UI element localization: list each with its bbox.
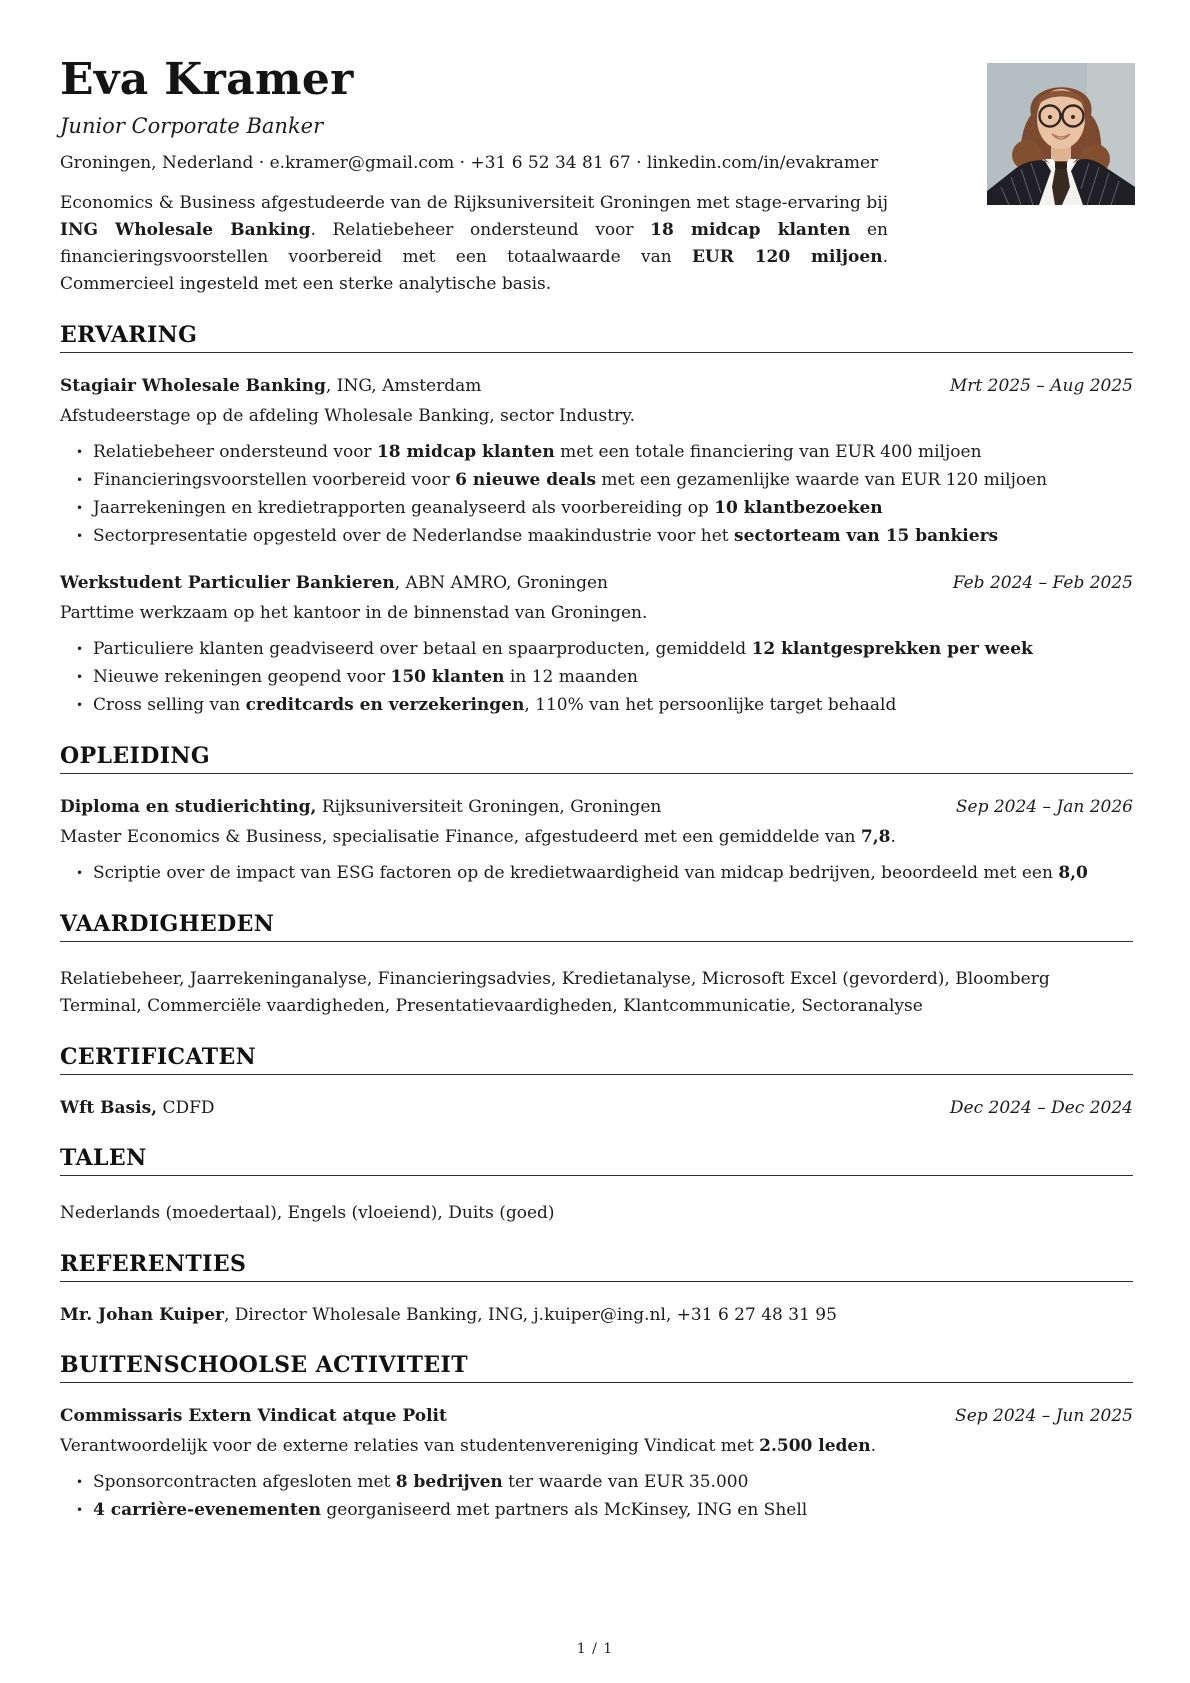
profile-photo [987, 63, 1135, 205]
bullet-text: Relatiebeheer ondersteund voor 18 midcap klanten met een totale financiering van EUR 400 miljoen [93, 441, 982, 462]
experience-entry [60, 570, 1133, 719]
certificate-dates: Dec 2024 – Dec 2024 [949, 1097, 1133, 1118]
education-degree: Diploma en studierichting, [60, 796, 317, 817]
bullet-item [76, 494, 1133, 522]
job-title [60, 570, 608, 596]
cv-header [60, 56, 1133, 298]
education-school: Rijksuniversiteit Groningen, Groningen [316, 796, 662, 817]
reference-line [60, 1302, 1133, 1328]
entry-head [60, 1095, 1133, 1121]
bullet-text: Jaarrekeningen en kredietrapporten geanalyseerd als voorbereiding op 10 klantbezoeken [93, 497, 883, 518]
bullet-text: Scriptie over de impact van ESG factoren op de kredietwaardigheid van midcap bedrijven, beoordeeld met een 8,0 [93, 862, 1088, 883]
bullet-item [76, 438, 1133, 466]
bullet-icon: • [76, 444, 84, 459]
candidate-title: Junior Corporate Banker [60, 113, 324, 138]
bullet-text: Particuliere klanten geadviseerd over betaal en spaarproducten, gemiddeld 12 klantgesprekken per week [93, 638, 1033, 659]
entry-head [60, 1403, 1133, 1429]
bullet-icon: • [76, 500, 84, 515]
job-bullets [60, 438, 1133, 550]
section-heading-buitenschoolse-activiteit: BUITENSCHOOLSE ACTIVITEIT [60, 1352, 1133, 1383]
bullet-item [76, 466, 1133, 494]
bullet-text: Financieringsvoorstellen voorbereid voor 6 nieuwe deals met een gezamenlijke waarde van EUR 120 miljoen [93, 469, 1048, 490]
certificate-entry [60, 1095, 1133, 1121]
bullet-item [76, 1496, 1133, 1524]
education-dates: Sep 2024 – Jan 2026 [955, 796, 1133, 817]
bullet-text: Cross selling van creditcards en verzekeringen, 110% van het persoonlijke target behaald [93, 694, 897, 715]
bullet-item [76, 691, 1133, 719]
education-bullets [60, 859, 1133, 887]
section-heading-certificaten: CERTIFICATEN [60, 1044, 1133, 1075]
activity-title [60, 1403, 447, 1429]
bullet-icon: • [76, 697, 84, 712]
reference-name: Mr. Johan Kuiper [60, 1304, 224, 1325]
skills-list: Relatiebeheer, Jaarrekeninganalyse, Financieringsadvies, Kredietanalyse, Microsoft Excel (gevorderd), Bloomberg Terminal, Commerciële vaardigheden, Presentatievaardigheden, Klantcommunicatie, Sectoranalyse [60, 968, 1050, 1016]
section-referenties [60, 1251, 1133, 1328]
section-vaardigheden [60, 911, 1133, 1020]
job-title-company: , ING, Amsterdam [325, 375, 482, 396]
entry-head [60, 794, 1133, 820]
job-title [60, 373, 481, 399]
bullet-text: Nieuwe rekeningen geopend voor 150 klanten in 12 maanden [93, 666, 638, 687]
bullet-text: 4 carrière-evenementen georganiseerd met partners als McKinsey, ING en Shell [93, 1499, 808, 1520]
reference-entry [60, 1302, 1133, 1328]
bullet-icon: • [76, 865, 84, 880]
job-bullets [60, 635, 1133, 719]
education-entry [60, 794, 1133, 887]
education-title [60, 794, 661, 820]
certificate-name: Wft Basis, [60, 1097, 158, 1118]
section-heading-referenties: REFERENTIES [60, 1251, 1133, 1282]
section-heading-ervaring: ERVARING [60, 322, 1133, 353]
reference-details: , Director Wholesale Banking, ING, j.kuiper@ing.nl, +31 6 27 48 31 95 [223, 1304, 837, 1325]
job-dates: Feb 2024 – Feb 2025 [952, 572, 1133, 593]
job-description: Afstudeerstage op de afdeling Wholesale Banking, sector Industry. [60, 405, 635, 426]
bullet-icon: • [76, 1502, 84, 1517]
section-talen [60, 1145, 1133, 1227]
bullet-item [76, 663, 1133, 691]
entry-head [60, 373, 1133, 399]
job-dates: Mrt 2025 – Aug 2025 [949, 375, 1133, 396]
section-opleiding [60, 743, 1133, 887]
bullet-item [76, 1468, 1133, 1496]
activity-dates: Sep 2024 – Jun 2025 [955, 1405, 1133, 1426]
section-ervaring [60, 322, 1133, 719]
education-description: Master Economics & Business, specialisatie Finance, afgestudeerd met een gemiddelde van 7,8. [60, 826, 896, 847]
bullet-icon: • [76, 1474, 84, 1489]
activity-role: Commissaris Extern Vindicat atque Polit [60, 1405, 447, 1426]
bullet-icon: • [76, 472, 84, 487]
section-heading-opleiding: OPLEIDING [60, 743, 1133, 774]
bullet-text: Sponsorcontracten afgesloten met 8 bedrijven ter waarde van EUR 35.000 [93, 1471, 749, 1492]
certificate-title [60, 1095, 215, 1121]
section-heading-talen: TALEN [60, 1145, 1133, 1176]
job-title-company: , ABN AMRO, Groningen [394, 572, 608, 593]
section-certificaten [60, 1044, 1133, 1121]
languages-list: Nederlands (moedertaal), Engels (vloeiend), Duits (goed) [60, 1202, 555, 1223]
section-heading-vaardigheden: VAARDIGHEDEN [60, 911, 1133, 942]
bullet-icon: • [76, 641, 84, 656]
bullet-icon: • [76, 528, 84, 543]
bullet-icon: • [76, 669, 84, 684]
page-number: 1 / 1 [576, 1641, 614, 1657]
certificate-issuer: CDFD [157, 1097, 215, 1118]
contact-line: Groningen, Nederland · e.kramer@gmail.com · +31 6 52 34 81 67 · linkedin.com/in/evakramer [60, 152, 879, 173]
profile-summary: Economics & Business afgestudeerde van de Rijksuniversiteit Groningen met stage-ervaring bij ING Wholesale Banking. Relatiebeheer ondersteund voor 18 midcap klanten en financieringsvoorstellen voorbereid met een totaalwaarde van EUR 120 miljoen. Commercieel ingesteld met een sterke analytische basis. [60, 192, 888, 294]
job-title-role: Stagiair Wholesale Banking [60, 375, 326, 396]
bullet-text: Sectorpresentatie opgesteld over de Nederlandse maakindustrie voor het sectorteam van 15 bankiers [93, 525, 999, 546]
activity-bullets [60, 1468, 1133, 1524]
activity-description: Verantwoordelijk voor de externe relaties van studentenvereniging Vindicat met 2.500 leden. [60, 1435, 877, 1456]
entry-head [60, 570, 1133, 596]
job-title-role: Werkstudent Particulier Bankieren [60, 572, 395, 593]
job-description: Parttime werkzaam op het kantoor in de binnenstad van Groningen. [60, 602, 648, 623]
activity-entry [60, 1403, 1133, 1524]
bullet-item [76, 522, 1133, 550]
section-buitenschoolse-activiteit [60, 1352, 1133, 1524]
experience-entry [60, 373, 1133, 550]
bullet-item [76, 635, 1133, 663]
bullet-item [76, 859, 1133, 887]
candidate-name: Eva Kramer [60, 54, 354, 105]
